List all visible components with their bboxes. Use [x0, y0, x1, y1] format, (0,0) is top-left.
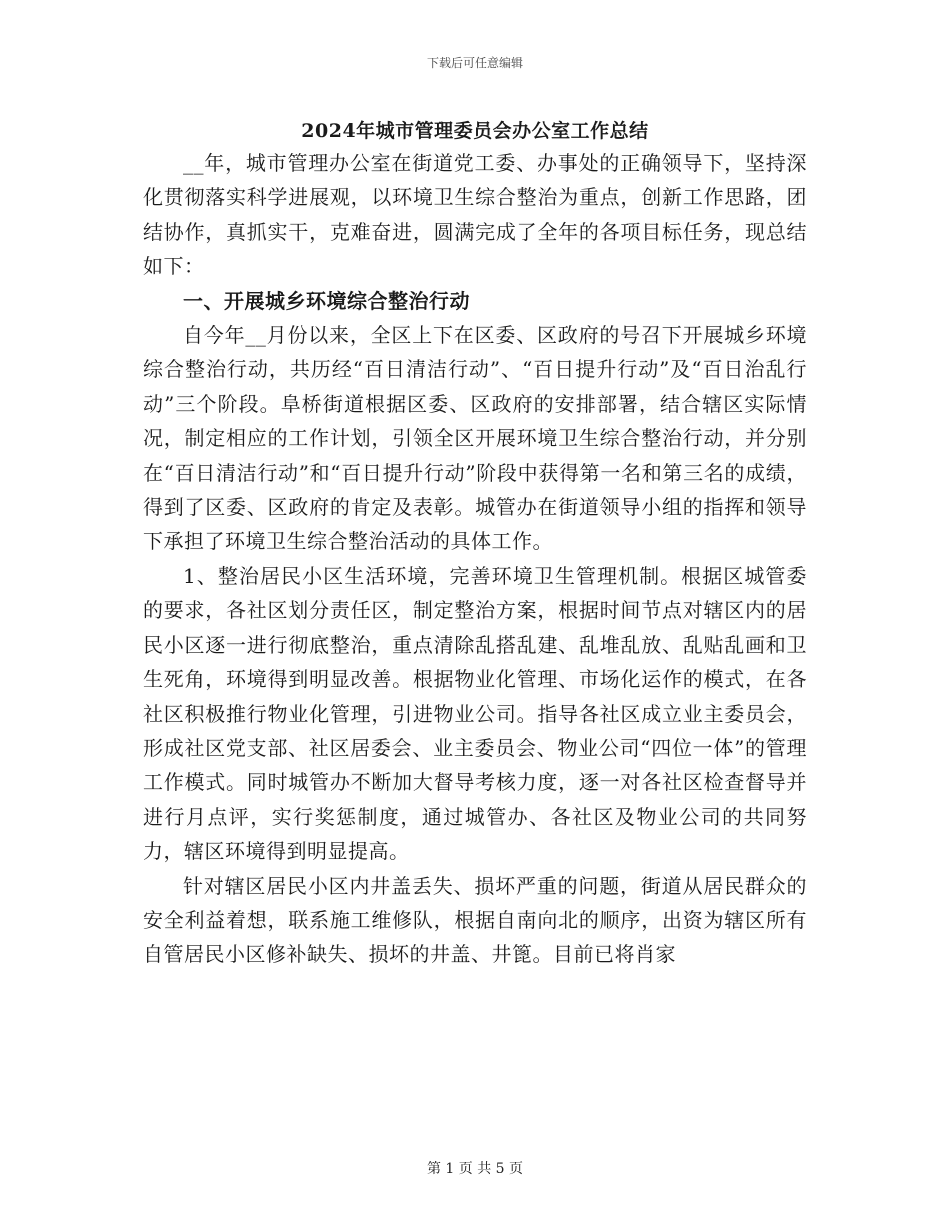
page-indicator: 第 1 页 共 5 页: [426, 1161, 524, 1177]
body-paragraph: 针对辖区居民小区内井盖丢失、损坏严重的问题，街道从居民群众的安全利益着想，联系施工维修队，根据自南向北的顺序，出资为辖区所有自管居民小区修补缺失、损坏的井盖、井篦。目前已将肖家: [143, 873, 807, 967]
intro-paragraph: __年，城市管理办公室在街道党工委、办事处的正确领导下，坚持深化贯彻落实科学进展观，以环境卫生综合整治为重点，创新工作思路，团结协作，真抓实干，克难奋进，圆满完成了全年的各项目标任务，现总结如下：: [143, 151, 807, 279]
body-paragraph: 自今年__月份以来，全区上下在区委、区政府的号召下开展城乡环境综合整治行动，共历经“百日清洁行动”、“百日提升行动”及“百日治乱行动”三个阶段。阜桥街道根据区委、区政府的安排部署，结合辖区实际情况，制定相应的工作计划，引领全区开展环境卫生综合整治行动，并分别在“百日清洁行动”和“百日提升行动”阶段中获得第一名和第三名的成绩，得到了区委、区政府的肯定及表彰。城管办在街道领导小组的指挥和领导下承担了环境卫生综合整治活动的具体工作。: [143, 323, 807, 554]
section-heading: 一、开展城乡环境综合整治行动: [183, 288, 470, 313]
document-body: [143, 146, 807, 972]
document-title: 2024年城市管理委员会办公室工作总结: [301, 120, 649, 142]
body-paragraph: 1、整治居民小区生活环境，完善环境卫生管理机制。根据区城管委的要求，各社区划分责任区，制定整治方案，根据时间节点对辖区内的居民小区逐一进行彻底整治，重点清除乱搭乱建、乱堆乱放、乱贴乱画和卫生死角，环境得到明显改善。根据物业化管理、市场化运作的模式，在各社区积极推行物业化管理，引进物业公司。指导各社区成立业主委员会，形成社区党支部、社区居委会、业主委员会、物业公司“四位一体”的管理工作模式。同时城管办不断加大督导考核力度，逐一对各社区检查督导并进行月点评，实行奖惩制度，通过城管办、各社区及物业公司的共同努力，辖区环境得到明显提高。: [143, 563, 807, 864]
header-note: 下载后可任意编辑: [426, 56, 523, 70]
